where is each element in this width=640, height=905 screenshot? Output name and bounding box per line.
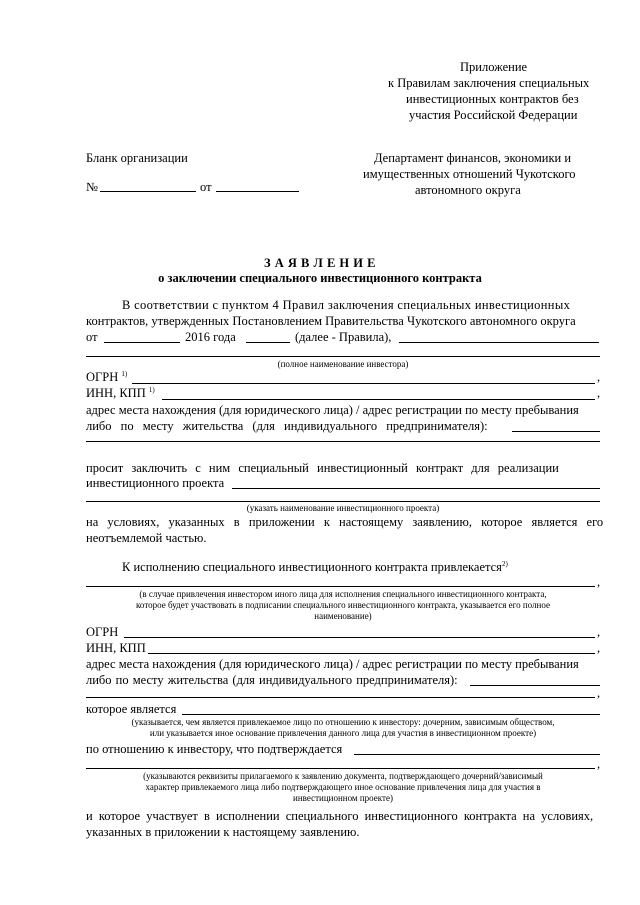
terms-line1: на условиях, указанных в приложении к настоящему заявлению, которое является его — [86, 515, 604, 529]
address-line1: адрес места нахождения (для юридического лица) / адрес регистрации по месту пребывания — [86, 403, 579, 417]
document-subtitle: о заключении специального инвестиционного контракта — [158, 271, 482, 285]
comma: , — [597, 757, 601, 771]
inn2-label: ИНН, КПП — [86, 641, 146, 655]
doc-hint-1: (указываются реквизиты прилагаемого к заявлению документа, подтверждающего дочерний/зависимый — [143, 771, 543, 781]
comma: , — [597, 641, 601, 655]
address-field-a[interactable] — [512, 431, 600, 432]
inn-label — [86, 386, 155, 401]
p1-line2: контрактов, утвержденных Постановлением Правительства Чукотского автономного округа — [86, 314, 576, 328]
appendix-line1: Приложение — [460, 60, 528, 74]
attract-text: К исполнению специального инвестиционного контракта привлекается — [122, 560, 502, 574]
confirm-label: по отношению к инвестору, что подтверждается — [86, 742, 343, 756]
comma: , — [597, 625, 601, 639]
footnote-mark-1b: 1) — [148, 386, 155, 394]
relation-hint-2: или указывается иное основание привлечения данного лица для участия в инвестиционном проекте) — [149, 728, 537, 738]
appendix-line4: участия Российской Федерации — [409, 108, 578, 122]
third-hint-1: (в случае привлечения инвестором иного лица для исполнения специального инвестиционного контракта, — [139, 589, 547, 599]
date-label: от — [200, 180, 212, 194]
final-line2: указанных в приложении к настоящему заявлению. — [86, 825, 360, 839]
address2-field-b[interactable] — [86, 697, 595, 698]
p1-line3-from: от — [86, 330, 98, 344]
terms-line2: неотъемлемой частью. — [86, 531, 207, 545]
attract-line — [122, 560, 508, 575]
inn2-field[interactable] — [148, 653, 595, 654]
investor-hint: (полное наименование инвестора) — [277, 359, 409, 369]
relation-hint-1: (указывается, чем является привлекаемое лицо по отношению к инвестору: дочерним, зависимым обществом, — [131, 717, 555, 727]
number-field[interactable] — [100, 191, 196, 192]
address2-line2: либо по месту жительства (для индивидуального предпринимателя): — [86, 673, 458, 687]
request-line1: просит заключить с ним специальный инвестиционный контракт для реализации — [86, 461, 559, 475]
which-is-label: которое является — [86, 702, 177, 716]
inn-field[interactable] — [162, 399, 595, 400]
investor-name-field[interactable] — [86, 356, 600, 357]
recipient-line1: Департамент финансов, экономики и — [374, 151, 572, 165]
ogrn-field[interactable] — [132, 383, 595, 384]
inn-text: ИНН, КПП — [86, 386, 146, 400]
third-hint-3: наименование) — [314, 611, 372, 621]
project-field-b[interactable] — [86, 501, 600, 502]
address2-line1: адрес места нахождения (для юридического лица) / адрес регистрации по месту пребывания — [86, 657, 579, 671]
which-is-field[interactable] — [182, 714, 600, 715]
doc-hint-3: инвестиционном проекте) — [293, 793, 393, 803]
recipient-line2: имущественных отношений Чукотского — [363, 167, 576, 181]
p1-line1: В соответствии с пунктом 4 Правил заключения специальных инвестиционных — [122, 298, 571, 312]
project-hint: (указать наименование инвестиционного проекта) — [246, 503, 440, 513]
confirm-field-a[interactable] — [354, 754, 600, 755]
third-party-field[interactable] — [86, 586, 595, 587]
ogrn-text: ОГРН — [86, 370, 119, 384]
document-title: З А Я В Л Е Н И Е — [264, 256, 376, 270]
footnote-mark-2: 2) — [501, 560, 508, 568]
doc-hint-2: характер привлекаемого лица либо подтверждающего иное основание привлечения лица для участия в — [145, 782, 541, 792]
recipient-line3: автономного округа — [415, 183, 521, 197]
comma: , — [597, 370, 601, 384]
comma: , — [597, 386, 601, 400]
ogrn-label — [86, 370, 127, 385]
p1-line3-field[interactable] — [399, 342, 599, 343]
address2-field-a[interactable] — [470, 685, 600, 686]
request-line2: инвестиционного проекта — [86, 476, 225, 490]
date-field[interactable] — [216, 191, 299, 192]
confirm-field-b[interactable] — [86, 768, 595, 769]
org-form-label: Бланк организации — [86, 151, 188, 165]
appendix-line3: инвестиционных контрактов без — [406, 92, 579, 106]
ogrn2-label: ОГРН — [86, 625, 119, 639]
address-line2: либо по месту жительства (для индивидуального предпринимателя): — [86, 419, 488, 433]
final-line1: и которое участвует в исполнении специального инвестиционного контракта на условиях, — [86, 809, 594, 823]
p1-line3-year: 2016 года — [185, 330, 236, 344]
comma: , — [597, 686, 601, 700]
address-field-b[interactable] — [86, 441, 600, 442]
appendix-line2: к Правилам заключения специальных — [388, 76, 590, 90]
contract-number-field[interactable] — [246, 342, 290, 343]
contract-date-field[interactable] — [104, 342, 180, 343]
footnote-mark-1: 1) — [121, 370, 128, 378]
p1-line3-rules: (далее - Правила), — [295, 330, 392, 344]
project-field-a[interactable] — [232, 488, 600, 489]
ogrn2-field[interactable] — [124, 637, 595, 638]
number-label: № — [86, 180, 98, 194]
comma: , — [597, 575, 601, 589]
third-hint-2: которое будет участвовать в подписании специального инвестиционного контракта, указывается его полное — [136, 600, 550, 610]
